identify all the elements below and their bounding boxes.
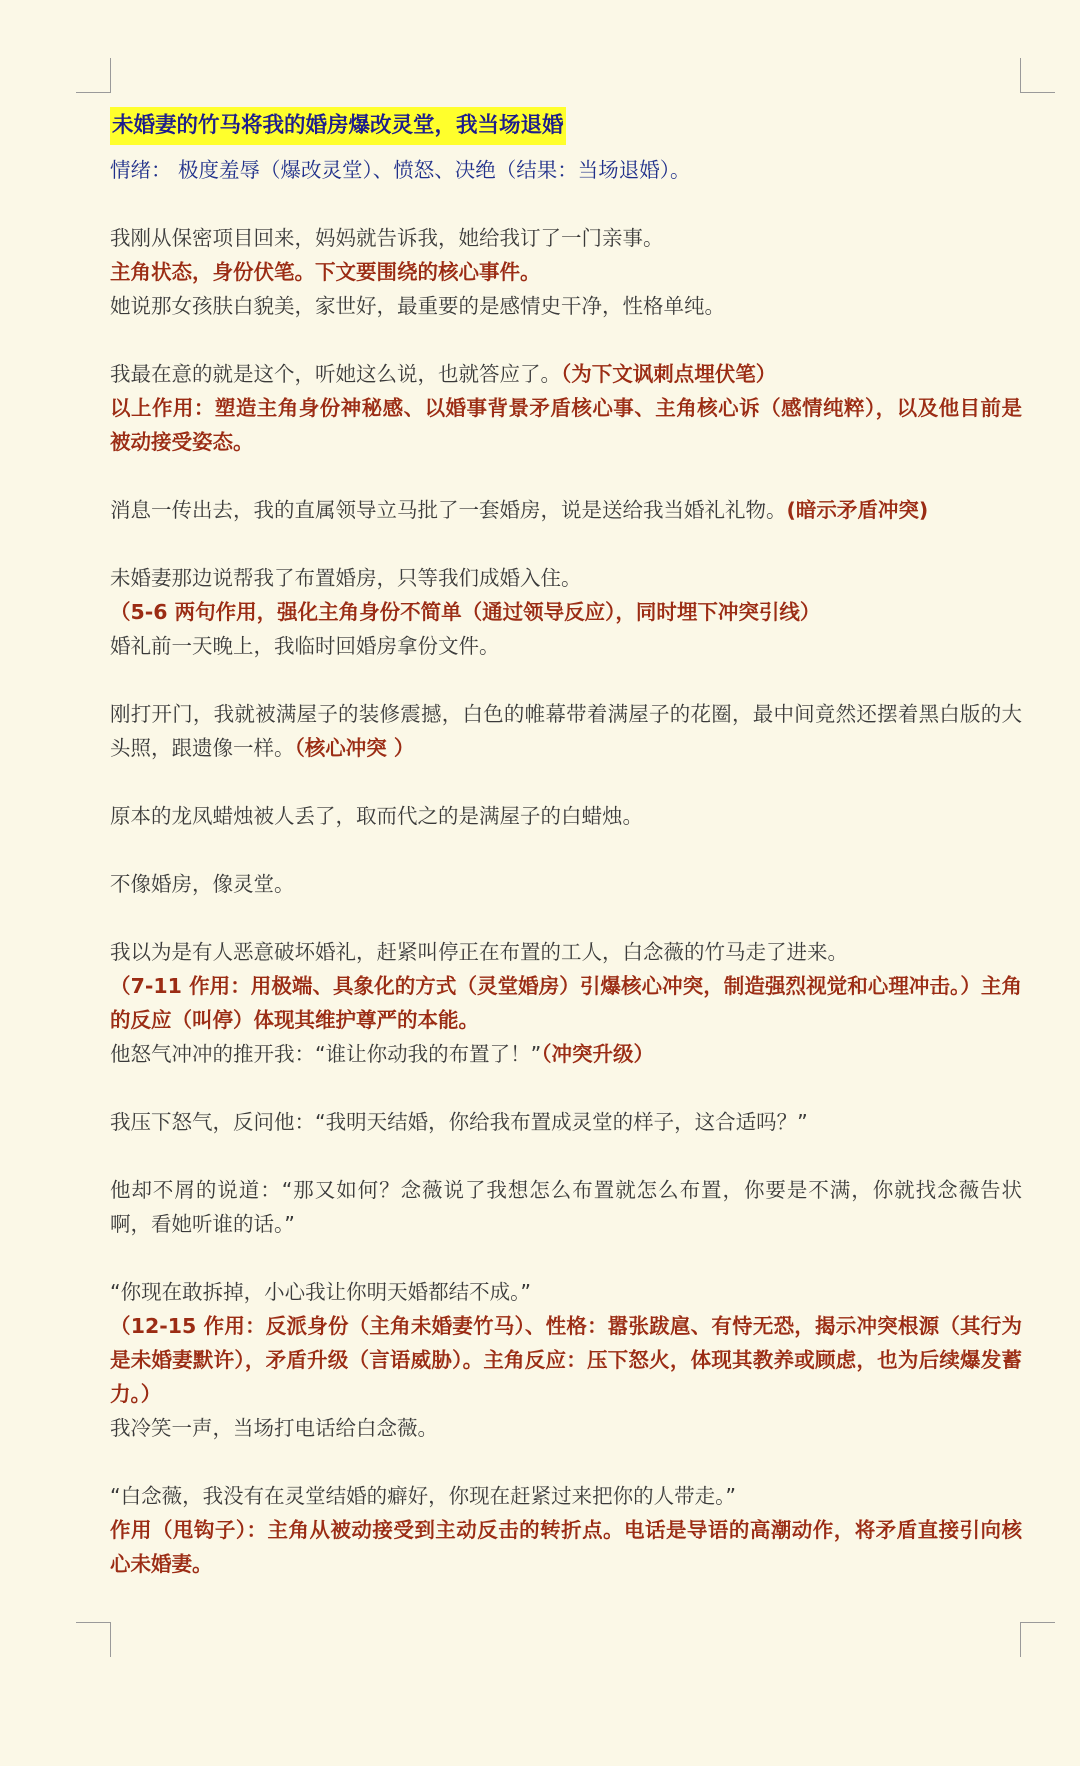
- story-text: 刚打开门，我就被满屋子的装修震撼，白色的帷幕带着满屋子的花圈，最中间竟然还摆着黑白版的大头照，跟遗像一样。: [110, 702, 1022, 760]
- crop-mark-top-left: [76, 58, 111, 93]
- inline-annotation: （冲突升级）: [541, 1042, 654, 1066]
- emotion-line: 情绪： 极度羞辱（爆改灵堂）、愤怒、决绝（结果：当场退婚）。: [110, 158, 691, 182]
- story-paragraph: 婚礼前一天晚上，我临时回婚房拿份文件。: [110, 634, 500, 658]
- story-text: 消息一传出去，我的直属领导立马批了一套婚房，说是送给我当婚礼礼物。: [110, 498, 787, 522]
- crop-mark-bottom-left: [76, 1622, 111, 1657]
- story-paragraph: “白念薇，我没有在灵堂结婚的癖好，你现在赶紧过来把你的人带走。”: [110, 1484, 736, 1508]
- story-paragraph: [110, 493, 1022, 527]
- blank-line: [110, 833, 1022, 867]
- story-paragraph: “你现在敢拆掉，小心我让你明天婚都结不成。”: [110, 1280, 531, 1304]
- blank-line: [110, 765, 1022, 799]
- annotation-note: 主角状态，身份伏笔。下文要围绕的核心事件。: [110, 260, 541, 284]
- story-paragraph: 我以为是有人恶意破坏婚礼，赶紧叫停正在布置的工人，白念薇的竹马走了进来。: [110, 940, 848, 964]
- story-paragraph: 我压下怒气，反问他：“我明天结婚，你给我布置成灵堂的样子，这合适吗？”: [110, 1110, 808, 1134]
- story-text: 我最在意的就是这个，听她这么说，也就答应了。: [110, 362, 561, 386]
- story-paragraph: [110, 1037, 1022, 1071]
- annotation-note: （7-11 作用：用极端、具象化的方式（灵堂婚房）引爆核心冲突，制造强烈视觉和心理冲击。）主角的反应（叫停）体现其维护尊严的本能。: [110, 974, 1022, 1032]
- story-text: 他怒气冲冲的推开我：“谁让你动我的布置了！”: [110, 1042, 542, 1066]
- blank-line: [110, 663, 1022, 697]
- inline-annotation: （核心冲突 ）: [294, 736, 415, 760]
- blank-line: [110, 1139, 1022, 1173]
- inline-annotation: （为下文讽刺点埋伏笔）: [561, 362, 777, 386]
- story-paragraph: 她说那女孩肤白貌美，家世好，最重要的是感情史干净，性格单纯。: [110, 294, 725, 318]
- inline-annotation: (暗示矛盾冲突): [786, 498, 929, 522]
- blank-line: [110, 459, 1022, 493]
- story-paragraph: [110, 697, 1022, 765]
- story-paragraph: 不像婚房，像灵堂。: [110, 872, 295, 896]
- blank-line: [110, 1445, 1022, 1479]
- document-title: 未婚妻的竹马将我的婚房爆改灵堂，我当场退婚: [110, 107, 566, 145]
- blank-line: [110, 187, 1022, 221]
- crop-mark-top-right: [1020, 58, 1055, 93]
- annotation-note: （5-6 两句作用，强化主角身份不简单（通过领导反应），同时埋下冲突引线）: [110, 600, 821, 624]
- story-paragraph: 未婚妻那边说帮我了布置婚房，只等我们成婚入住。: [110, 566, 582, 590]
- blank-line: [110, 323, 1022, 357]
- story-paragraph: 我冷笑一声，当场打电话给白念薇。: [110, 1416, 438, 1440]
- story-paragraph: 我刚从保密项目回来，妈妈就告诉我，她给我订了一门亲事。: [110, 226, 664, 250]
- blank-line: [110, 527, 1022, 561]
- annotation-note: 以上作用：塑造主角身份神秘感、以婚事背景矛盾核心事、主角核心诉（感情纯粹），以及他目前是被动接受姿态。: [110, 396, 1022, 454]
- annotation-note: （12-15 作用：反派身份（主角未婚妻竹马）、性格：嚣张跋扈、有恃无恐，揭示冲突根源（其行为是未婚妻默许），矛盾升级（言语威胁）。主角反应：压下怒火，体现其教养或顾虑，也为后续爆发蓄力。）: [110, 1314, 1022, 1406]
- blank-line: [110, 1241, 1022, 1275]
- story-paragraph: [110, 357, 1022, 391]
- annotation-note: 作用（甩钩子）：主角从被动接受到主动反击的转折点。电话是导语的高潮动作，将矛盾直接引向核心未婚妻。: [110, 1518, 1022, 1576]
- story-paragraph: 他却不屑的说道：“那又如何？念薇说了我想怎么布置就怎么布置，你要是不满，你就找念薇告状啊，看她听谁的话。”: [110, 1178, 1022, 1236]
- document-body: [110, 107, 1022, 1581]
- blank-line: [110, 1071, 1022, 1105]
- story-paragraph: 原本的龙凤蜡烛被人丢了，取而代之的是满屋子的白蜡烛。: [110, 804, 643, 828]
- blank-line: [110, 901, 1022, 935]
- crop-mark-bottom-right: [1020, 1622, 1055, 1657]
